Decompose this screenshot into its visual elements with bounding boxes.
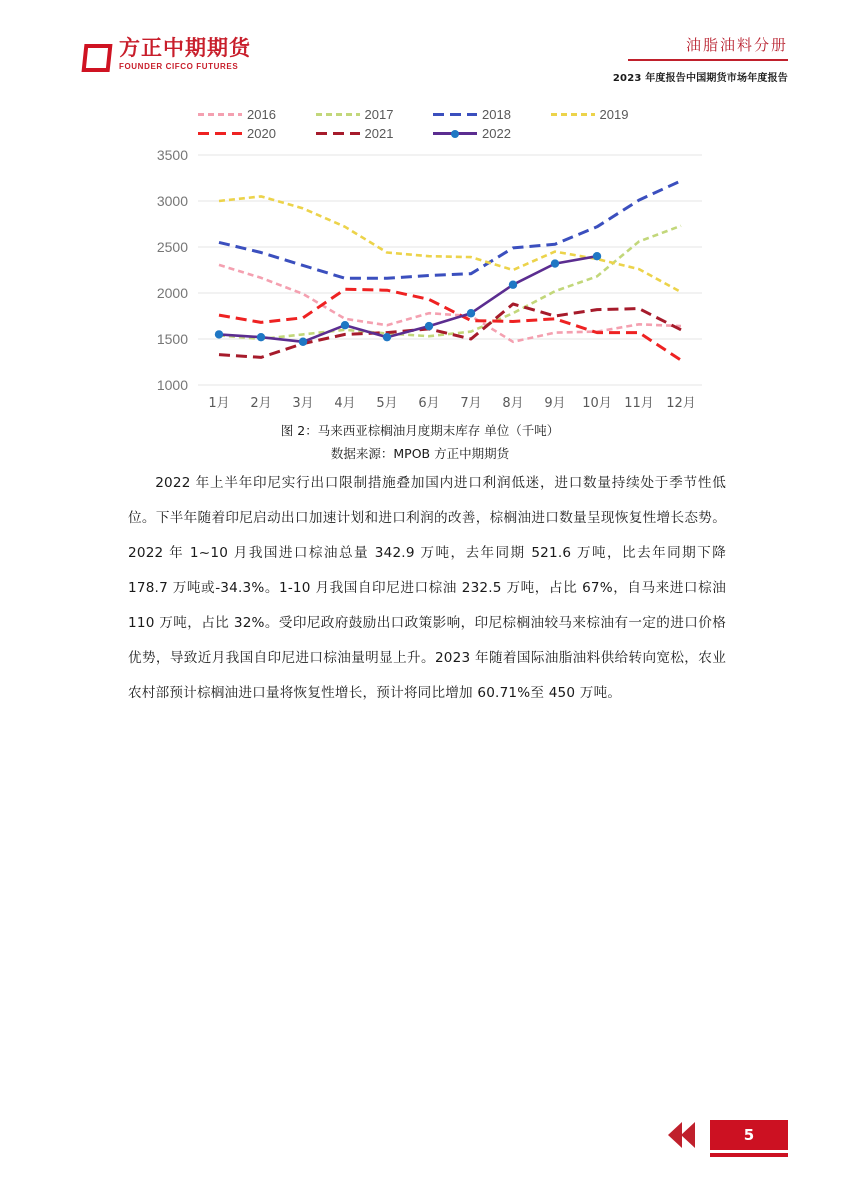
legend-label: 2022 bbox=[482, 126, 511, 141]
x-axis-tick-label: 10月 bbox=[582, 396, 612, 411]
legend-item-2018[interactable] bbox=[433, 107, 551, 122]
legend-label: 2021 bbox=[364, 126, 394, 141]
x-axis-tick-label: 12月 bbox=[666, 396, 696, 411]
legend-item-2017[interactable] bbox=[316, 107, 434, 122]
chart-figure bbox=[120, 105, 720, 465]
series-marker-2022 bbox=[425, 322, 433, 330]
logo-square-icon bbox=[83, 40, 113, 68]
series-line-2022 bbox=[219, 256, 597, 342]
header-divider bbox=[628, 59, 788, 61]
series-line-2016 bbox=[219, 265, 681, 342]
page-header bbox=[0, 0, 850, 96]
header-right-block bbox=[613, 36, 788, 84]
legend-item-2021[interactable] bbox=[316, 126, 434, 141]
x-axis-tick-label: 6月 bbox=[418, 396, 440, 411]
legend-label: 2016 bbox=[247, 107, 276, 122]
series-marker-2022 bbox=[215, 330, 223, 338]
page-footer bbox=[668, 1120, 788, 1150]
series-marker-2022 bbox=[341, 321, 349, 329]
y-axis-tick-label: 1500 bbox=[156, 331, 188, 347]
y-axis-tick-label: 1000 bbox=[156, 377, 188, 393]
series-marker-2022 bbox=[299, 338, 307, 346]
series-marker-2022 bbox=[509, 281, 517, 289]
x-axis-tick-label: 5月 bbox=[376, 396, 398, 411]
body-paragraph: 2022 年上半年印尼实行出口限制措施叠加国内进口利润低迷，进口数量持续处于季节性低位。下半年随着印尼启动出口加速计划和进口利润的改善，棕榈油进口数量呈现恢复性增长态势。2022 年 1~10 月我国进口棕油总量 342.9 万吨，去年同期 521.6 万吨，比去年同期下降 178.7 万吨或-34.3%。1-10 月我国自印尼进口棕油 232.5 万吨，占比 67%，自马来进口棕油 110 万吨，占比 32%。受印尼政府鼓励出口政策影响，印尼棕榈油较马来棕油有一定的进口价格优势，导致近月我国自印尼进口棕油量明显上升。2023 年随着国际油脂油料供给转向宽松，农业农村部预计棕榈油进口量将恢复性增长，预计将同比增加 60.71%至 450 万吨。 bbox=[128, 475, 726, 701]
report-line: 2023 年度报告中国期货市场年度报告 bbox=[612, 73, 788, 84]
logo-text-english: FOUNDER CIFCO FUTURES bbox=[119, 62, 239, 71]
x-axis-tick-label: 1月 bbox=[208, 396, 230, 411]
legend-item-2020[interactable] bbox=[198, 126, 316, 141]
chart-legend bbox=[198, 105, 668, 143]
series-marker-2022 bbox=[467, 309, 475, 317]
legend-label: 2020 bbox=[247, 126, 276, 141]
legend-label: 2019 bbox=[599, 107, 629, 122]
y-axis-tick-label: 3000 bbox=[156, 193, 188, 209]
chart-plot-area bbox=[120, 147, 720, 417]
x-axis-tick-label: 3月 bbox=[292, 396, 314, 411]
legend-item-2016[interactable] bbox=[198, 107, 316, 122]
series-line-2019 bbox=[219, 196, 681, 292]
figure-title: 图 2：马来西亚棕榈油月度期末库存 单位（千吨） bbox=[280, 423, 560, 438]
y-axis-tick-label: 2500 bbox=[156, 239, 188, 255]
chart-svg bbox=[120, 147, 720, 417]
legend-label: 2017 bbox=[364, 107, 394, 122]
series-line-2017 bbox=[219, 226, 681, 339]
series-marker-2022 bbox=[383, 333, 391, 341]
series-marker-2022 bbox=[551, 259, 559, 267]
x-axis-tick-label: 2月 bbox=[250, 396, 272, 411]
y-axis-tick-label: 2000 bbox=[156, 285, 188, 301]
x-axis-tick-label: 4月 bbox=[334, 396, 356, 411]
x-axis-tick-label: 9月 bbox=[544, 396, 566, 411]
page-number: 5 bbox=[710, 1120, 788, 1150]
y-axis-tick-label: 3500 bbox=[156, 147, 188, 163]
legend-item-2022[interactable] bbox=[433, 126, 551, 141]
series-marker-2022 bbox=[257, 333, 265, 341]
figure-caption bbox=[120, 419, 720, 465]
legend-item-2019[interactable] bbox=[551, 107, 669, 122]
x-axis-tick-label: 11月 bbox=[624, 396, 654, 411]
double-chevron-left-icon bbox=[668, 1122, 702, 1148]
section-title: 油脂油料分册 bbox=[685, 36, 788, 54]
company-logo bbox=[83, 38, 251, 71]
logo-text-chinese: 方正中期期货 bbox=[119, 36, 251, 60]
x-axis-tick-label: 7月 bbox=[460, 396, 482, 411]
series-marker-2022 bbox=[593, 252, 601, 260]
legend-label: 2018 bbox=[482, 107, 511, 122]
series-line-2021 bbox=[219, 304, 681, 357]
x-axis-tick-label: 8月 bbox=[502, 396, 524, 411]
figure-source: 数据来源：MPOB 方正中期期货 bbox=[330, 446, 510, 462]
